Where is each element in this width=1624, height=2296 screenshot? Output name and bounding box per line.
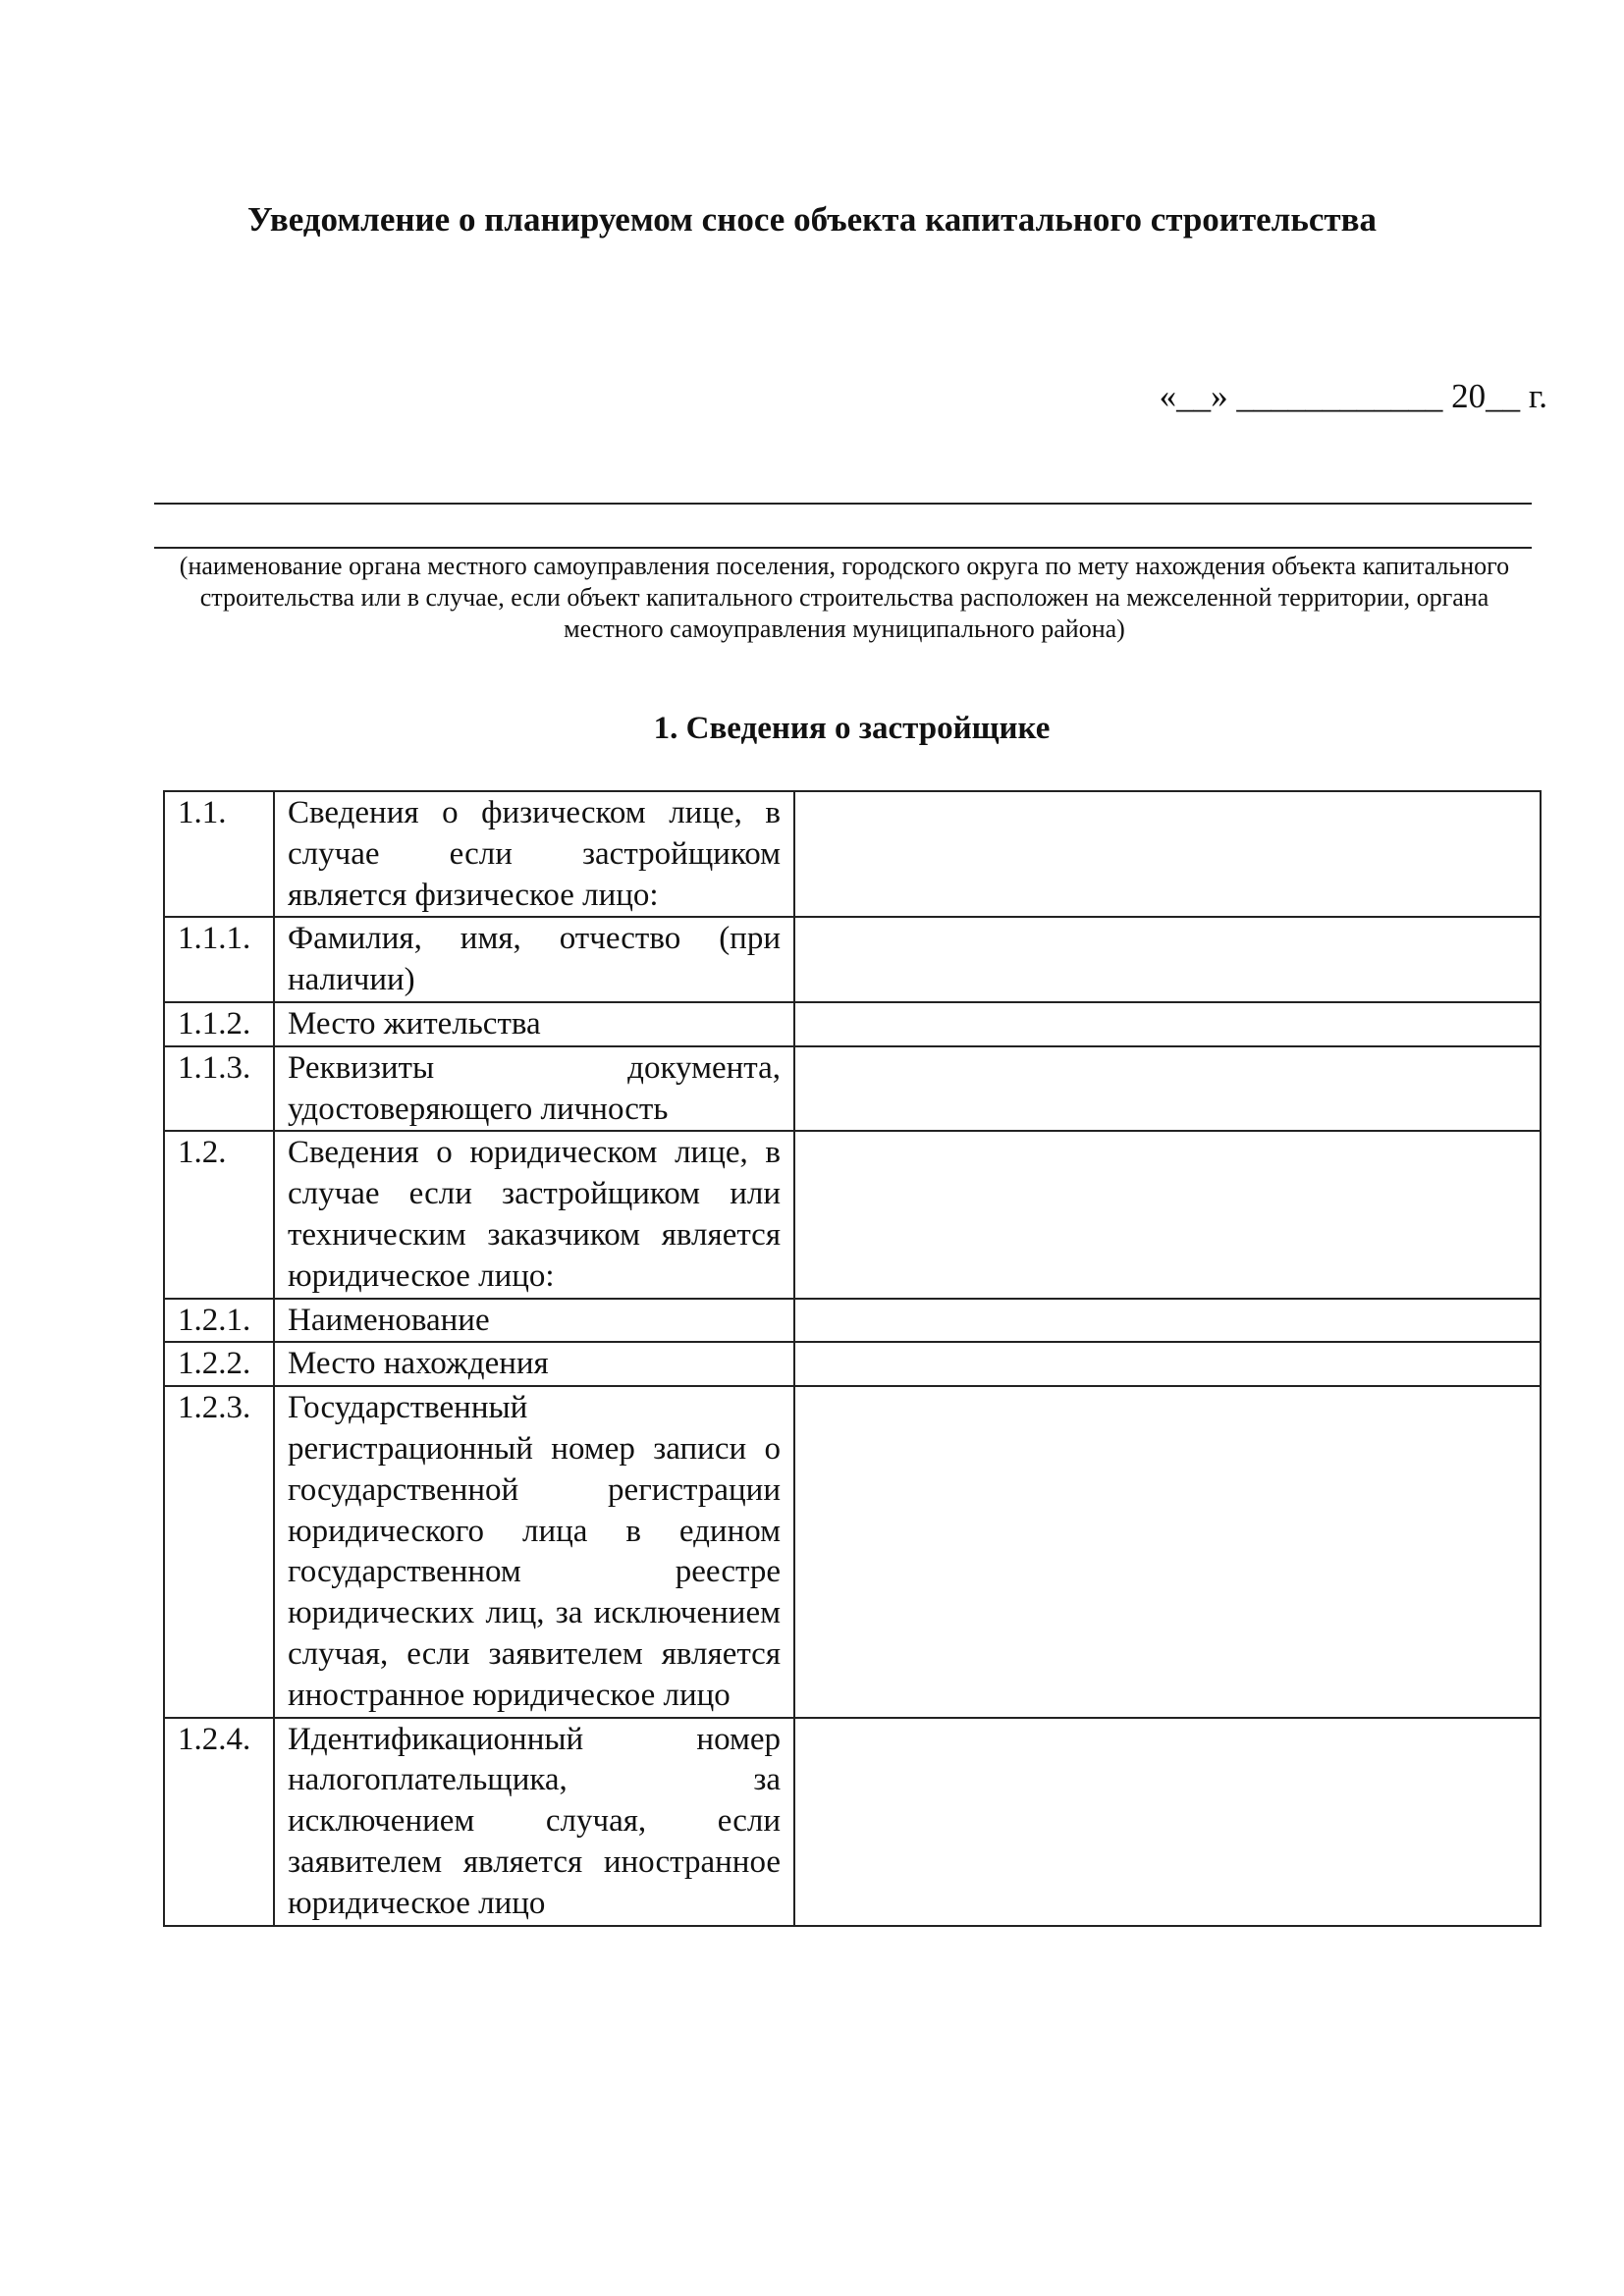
developer-info-table — [163, 790, 1542, 1927]
row-number: 1.2.3. — [164, 1386, 274, 1717]
table-row — [164, 1718, 1541, 1926]
authority-caption: (наименование органа местного самоуправления поселения, городского округа по мету нахождения объекта капитального строительства или в случае, если объект капитального строительства расположен на межселенной территории, органа местного самоуправления муниципального района) — [179, 552, 1510, 643]
table-row — [164, 1002, 1541, 1046]
row-value-field[interactable] — [794, 1046, 1541, 1132]
row-number: 1.1.2. — [164, 1002, 274, 1046]
row-label: Место жительства — [274, 1002, 794, 1046]
row-label: Место нахождения — [274, 1342, 794, 1386]
table-row — [164, 1299, 1541, 1343]
row-label: Реквизиты документа, удостоверяющего личность — [274, 1046, 794, 1132]
table-row — [164, 1342, 1541, 1386]
authority-name-line-1[interactable] — [154, 503, 1532, 505]
row-value-field[interactable] — [794, 1386, 1541, 1717]
row-value-field[interactable] — [794, 1342, 1541, 1386]
date-line[interactable]: «__» ____________ 20__ г. — [1159, 377, 1547, 415]
row-number: 1.2.1. — [164, 1299, 274, 1343]
row-number: 1.2.4. — [164, 1718, 274, 1926]
row-number: 1.2. — [164, 1131, 274, 1298]
row-label: Идентификационный номер налогоплательщика, за исключением случая, если заявителем является иностранное юридическое лицо — [274, 1718, 794, 1926]
row-number: 1.2.2. — [164, 1342, 274, 1386]
row-value-field[interactable] — [794, 1718, 1541, 1926]
row-label: Государственный регистрационный номер записи о государственной регистрации юридического лица в едином государственном реестре юридических лиц, за исключением случая, если заявителем является иностранное юридическое лицо — [274, 1386, 794, 1717]
section-1-title: 1. Сведения о застройщике — [653, 711, 1051, 746]
table-row — [164, 791, 1541, 917]
table-row — [164, 1046, 1541, 1132]
row-value-field[interactable] — [794, 1002, 1541, 1046]
row-value-field[interactable] — [794, 1299, 1541, 1343]
row-label: Сведения о юридическом лице, в случае если застройщиком или техническим заказчиком является юридическое лицо: — [274, 1131, 794, 1298]
row-value-field[interactable] — [794, 917, 1541, 1002]
row-value-field[interactable] — [794, 791, 1541, 917]
row-number: 1.1.1. — [164, 917, 274, 1002]
row-label: Сведения о физическом лице, в случае если застройщиком является физическое лицо: — [274, 791, 794, 917]
document-title: Уведомление о планируемом сносе объекта капитального строительства — [247, 200, 1377, 239]
row-label: Фамилия, имя, отчество (при наличии) — [274, 917, 794, 1002]
row-number: 1.1. — [164, 791, 274, 917]
table-row — [164, 917, 1541, 1002]
row-number: 1.1.3. — [164, 1046, 274, 1132]
authority-name-line-2[interactable] — [154, 547, 1532, 549]
table-row — [164, 1131, 1541, 1298]
row-label: Наименование — [274, 1299, 794, 1343]
table-row — [164, 1386, 1541, 1717]
row-value-field[interactable] — [794, 1131, 1541, 1298]
